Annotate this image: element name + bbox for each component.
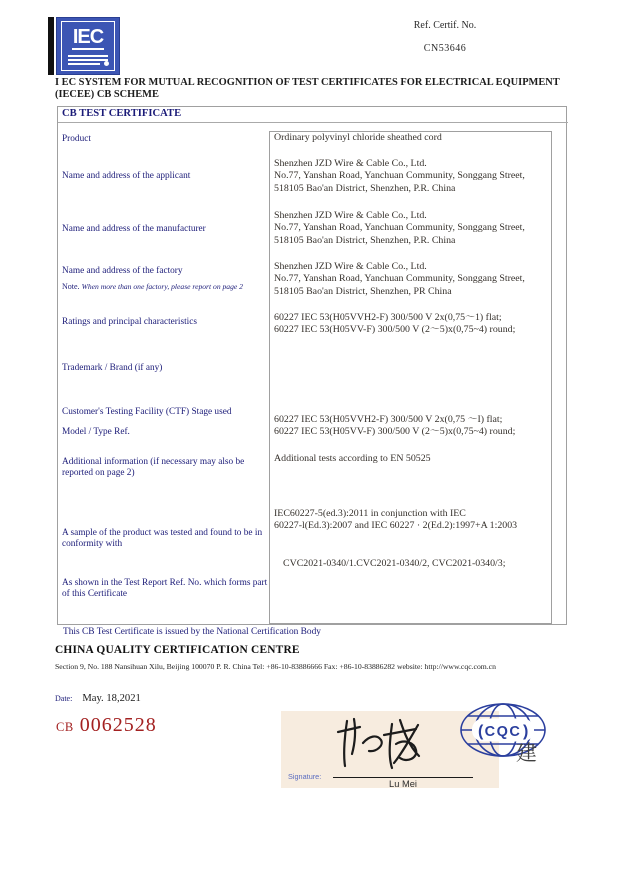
stamp-paren-right: ) [523,723,529,740]
stamp-text: CQC [484,724,522,740]
field-label-additional-info: Additional information (if necessary may also be reported on page 2) [62,457,245,479]
field-value-conformity [274,508,546,533]
note-prefix: Note. [62,282,80,291]
iec-logo-spine [48,17,54,75]
field-value-test-report [274,558,546,570]
certificate-values-box [269,131,552,624]
signature-line [333,777,473,778]
field-label-ratings: Ratings and principal characteristics [62,317,198,327]
cb-number: 0062528 [79,714,157,736]
date-row [55,693,141,704]
value-line: No.77, Yanshan Road, Yanchuan Community, Songgang Street, [274,222,525,234]
field-label-model-type: Model / Type Ref. [62,427,130,437]
iec-logo [48,17,120,75]
value-line: 60227 IEC 53(H05VVH2-F) 300/500 V 2x(0,75 〜I) flat; [274,414,503,425]
field-label-trademark: Trademark / Brand (if any) [62,363,163,373]
field-value-product [274,132,546,144]
cb-prefix: CB [56,720,74,734]
ref-certif-number: CN53646 [423,43,467,54]
field-value-model-type [274,414,546,439]
value-line: No.77, Yanshan Road, Yanchuan Community, Songgang Street, [274,273,525,285]
note-text: When more than one factory, please report on page 2 [81,282,243,291]
issuer-address: Section 9, No. 188 Nansihuan Xilu, Beijing 100070 P. R. China Tel: +86-10-83886666 Fax: +86-10-83886282 website: http://www.cqc.com.cn [55,662,496,671]
value-line: 60227 IEC 53(H05VV-F) 300/500 V (2〜5)x(0,75~4) round; [274,426,516,438]
issued-by-note: This CB Test Certificate is issued by the National Certification Body [63,627,321,637]
field-label-conformity: A sample of the product was tested and found to be in conformity with [62,528,263,550]
ref-certif-block [385,20,505,55]
field-label-applicant: Name and address of the applicant [62,171,191,181]
value-line: IEC60227-5(ed.3):2011 in conjunction with IEC [274,508,466,519]
certificate-title: CB TEST CERTIFICATE [58,107,568,123]
signer-name: Lu Mei [389,779,417,789]
value-line: Shenzhen JZD Wire & Cable Co., Ltd. [274,261,427,272]
iec-logo-text: IEC [72,26,104,48]
value-line: Shenzhen JZD Wire & Cable Co., Ltd. [274,210,427,221]
stamp-side-character: 建 [516,741,537,765]
field-label-manufacturer: Name and address of the manufacturer [62,224,206,234]
cb-certificate-number [56,714,157,737]
field-label-factory: Name and address of the factory [62,266,183,276]
field-value-additional-info [274,453,546,465]
value-line: Shenzhen JZD Wire & Cable Co., Ltd. [274,158,427,169]
date-value: May. 18,2021 [82,693,141,704]
field-note-factory [62,282,274,292]
value-line: CVC2021-0340/1.CVC2021-0340/2, CVC2021-0340/3; [283,558,506,569]
value-line: 518105 Bao'an District, Shenzhen, P.R. China [274,182,456,194]
date-label: Date: [55,694,73,703]
value-line: Ordinary polyvinyl chloride sheathed cord [274,132,442,143]
handwritten-signature [329,713,444,773]
value-line: 60227-l(Ed.3):2007 and IEC 60227 · 2(Ed.2):1997+A 1:2003 [274,520,518,532]
value-line: 60227 IEC 53(H05VVH2-F) 300/500 V 2x(0,75〜1) flat; [274,312,502,323]
value-line: 518105 Bao'an District, Shenzhen, P.R. China [274,234,456,246]
iec-logo-lines [68,53,108,65]
field-value-manufacturer [274,210,546,247]
issuer-name: CHINA QUALITY CERTIFICATION CENTRE [55,644,300,656]
iec-logo-dot [104,61,109,66]
ref-certif-label: Ref. Certif. No. [413,20,477,31]
field-value-applicant [274,158,546,195]
stamp-paren-left: ( [478,723,484,740]
value-line: 518105 Bao'an District, Shenzhen, PR China [274,285,452,297]
value-line: No.77, Yanshan Road, Yanchuan Community, Songgang Street, [274,170,525,182]
value-line: 60227 IEC 53(H05VV-F) 300/500 V (2〜5)x(0,75~4) round; [274,324,516,336]
iec-logo-square [56,17,120,75]
field-label-product: Product [62,134,91,144]
scheme-title: I EC SYSTEM FOR MUTUAL RECOGNITION OF TEST CERTIFICATES FOR ELECTRICAL EQUIPMENT (IECEE) CB SCHEME [55,77,560,100]
field-label-test-report: As shown in the Test Report Ref. No. which forms part of this Certificate [62,578,268,600]
field-label-ctf-stage: Customer's Testing Facility (CTF) Stage used [62,407,232,417]
signature-label: Signature: [288,772,322,781]
value-line: Additional tests according to EN 50525 [274,453,431,464]
field-value-factory [274,261,546,298]
field-value-ratings [274,312,546,337]
